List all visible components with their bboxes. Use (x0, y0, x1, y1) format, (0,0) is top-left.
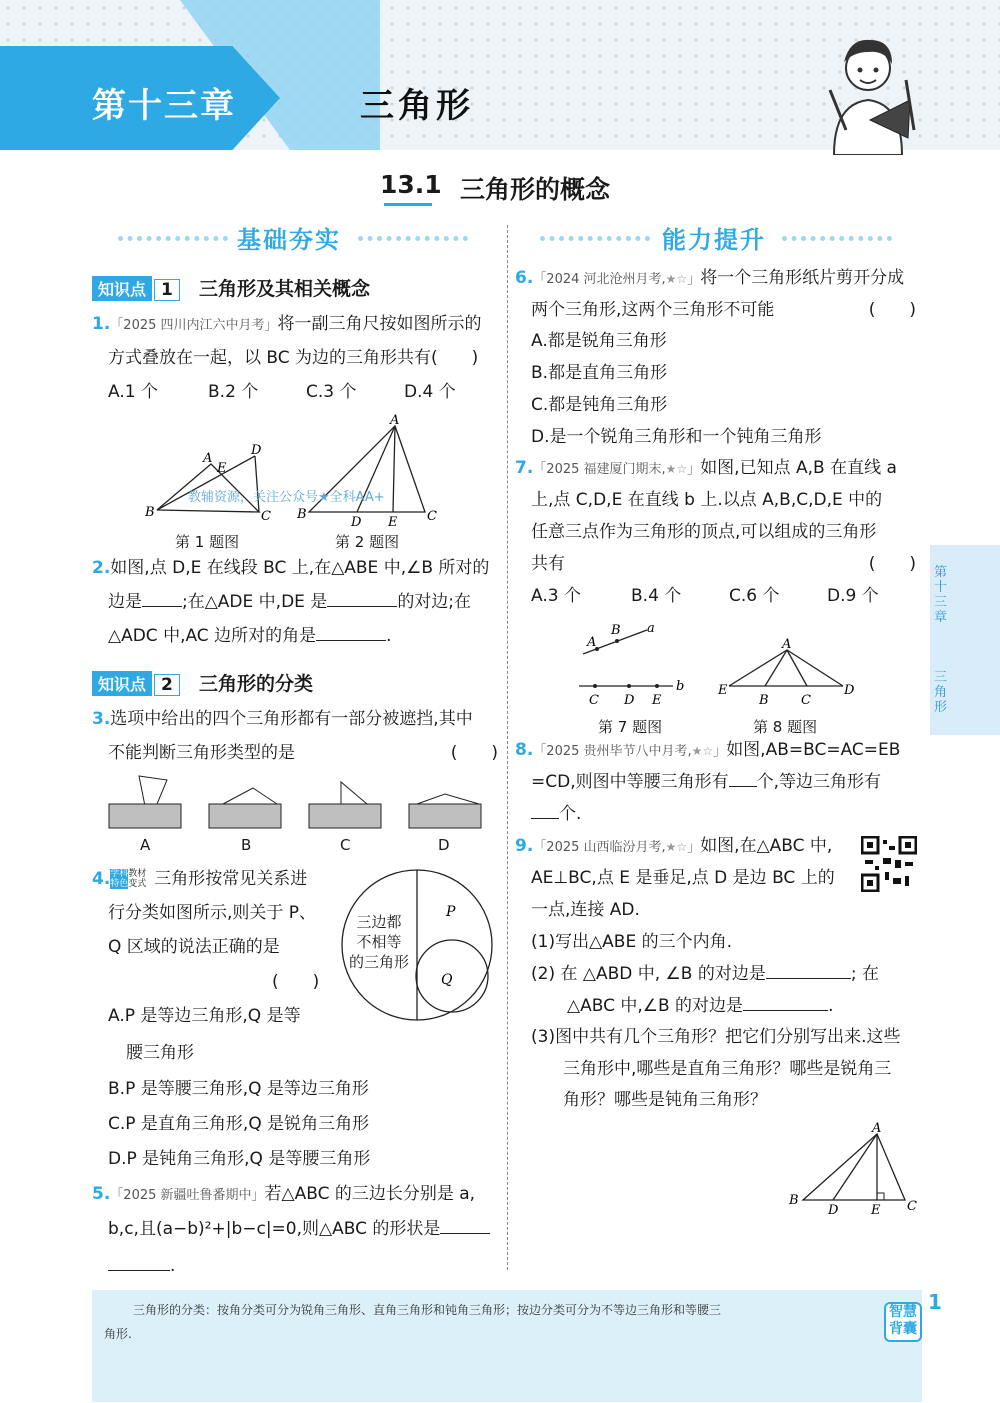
heading-dots (118, 236, 228, 241)
q5-line1: 5.「2025 新疆吐鲁番期中」若△ABC 的三边长分别是 a, (92, 1184, 476, 1204)
q9-part3-line1: (3)图中共有几个三角形？把它们分别写出来.这些 (531, 1027, 901, 1047)
q4-option-b: B.P 是等腰三角形,Q 是等边三角形 (108, 1079, 369, 1099)
chapter-label: 第十三章 (92, 86, 236, 126)
figure-q7 (575, 618, 690, 710)
q7-line1: 7.「2025 福建厦门期末,★☆」如图,已知点 A,B 在直线 a (515, 458, 897, 478)
q8-line1: 8.「2025 贵州毕节八中月考,★☆」如图,AB=BC=AC=EB (515, 740, 901, 760)
q9-part2-line1: (2) 在 △ABD 中, ∠B 的对边是 ; 在 (531, 964, 880, 984)
right-heading: 能力提升 (662, 226, 766, 254)
q4-option-c: C.P 是直角三角形,Q 是锐角三角形 (108, 1114, 370, 1134)
section-title: 三角形的概念 (460, 175, 611, 204)
q9-line1: 9.「2025 山西临汾月考,★☆」如图,在△ABC 中, (515, 836, 833, 856)
svg-text:B: B (759, 693, 769, 708)
q3-label-a: A (140, 836, 151, 854)
q9-part3-line2: 三角形中,哪些是直角三角形？哪些是锐角三 (563, 1059, 892, 1079)
svg-text:A: A (872, 1121, 882, 1136)
q8-line2: =CD,则图中等腰三角形有 个,等边三角形有 (531, 772, 882, 792)
q3-line2: 不能判断三角形类型的是 ( ) (108, 743, 498, 763)
heading-dots (540, 236, 650, 241)
svg-text:b: b (676, 679, 685, 694)
svg-text:E: E (871, 1203, 881, 1218)
q7-options: A.3 个 B.4 个 C.6 个 D.9 个 (531, 586, 879, 606)
svg-text:D: D (351, 515, 362, 528)
q4-circle-text: 三边都 不相等 的三角形 (348, 913, 409, 971)
svg-text:C: C (589, 693, 599, 708)
svg-text:E: E (388, 515, 398, 528)
svg-text:C: C (261, 509, 271, 524)
q6-option-d: D.是一个锐角三角形和一个钝角三角形 (531, 427, 822, 447)
fig1-caption: 第 1 题图 (175, 533, 240, 551)
svg-text:Q: Q (441, 972, 453, 988)
svg-text:A: A (782, 637, 792, 652)
kp1-title: 三角形及其相关概念 (199, 278, 371, 300)
section-number: 13.1 (380, 170, 442, 199)
q4-line3: Q 区域的说法正确的是 (108, 937, 280, 957)
q4-option-d: D.P 是钝角三角形,Q 是等腰三角形 (108, 1149, 371, 1169)
svg-text:a: a (647, 621, 655, 636)
q4-line2: 行分类如图所示,则关于 P、 (108, 903, 317, 923)
kp1-badge: 知识点 1 (92, 276, 180, 301)
side-topic: 三角形 (934, 670, 948, 715)
q4-line1: 4.学科特色教材变式 三角形按常见关系进 (92, 869, 308, 889)
svg-text:D: D (828, 1203, 839, 1218)
q9-part3-line3: 角形？哪些是钝角三角形？ (563, 1090, 767, 1110)
svg-text:E: E (718, 683, 728, 698)
svg-text:B: B (611, 623, 621, 638)
q6-option-b: B.都是直角三角形 (531, 363, 668, 383)
svg-text:A: A (587, 635, 597, 650)
svg-text:D: D (624, 693, 635, 708)
heading-dots (358, 236, 468, 241)
q6-line2: 两个三角形,这两个三角形不可能 ( ) (531, 300, 916, 320)
svg-text:P: P (446, 904, 456, 920)
left-heading: 基础夯实 (237, 226, 341, 254)
q8-line3: 个. (531, 798, 731, 831)
q3-label-c: C (340, 836, 351, 854)
student-illustration (810, 20, 930, 155)
q3-line1: 3.选项中给出的四个三角形都有一部分被遮挡,其中 (92, 709, 473, 729)
q9-line3: 一点,连接 AD. (531, 900, 640, 920)
q6-option-c: C.都是钝角三角形 (531, 395, 668, 415)
q1-options: A.1 个 B.2 个 C.3 个 D.4 个 (108, 382, 456, 402)
qr-code-icon[interactable] (861, 836, 917, 892)
chapter-title: 三角形 (360, 86, 474, 126)
watermark: 教辅资源，关注公众号★全科AA+ (188, 490, 385, 505)
section-underline (384, 203, 432, 206)
q4-paren: ( ) (272, 972, 320, 992)
q9-part1: (1)写出△ABE 的三个内角. (531, 932, 732, 952)
svg-text:A: A (203, 451, 213, 466)
q4-option-a-cont: 腰三角形 (126, 1043, 194, 1063)
q2-line1: 2.如图,点 D,E 在线段 BC 上,在△ABE 中,∠B 所对的 (92, 558, 490, 578)
q1-line1: 1.「2025 四川内江六中月考」将一副三角尺按如图所示的 (92, 314, 482, 334)
svg-text:B: B (297, 507, 307, 522)
q7-line2: 上,点 C,D,E 在直线 b 上.以点 A,B,C,D,E 中的 (531, 490, 883, 510)
q6-option-a: A.都是锐角三角形 (531, 331, 667, 351)
svg-text:E: E (652, 693, 662, 708)
q9-part2-line2: △ABC 中,∠B 的对边是 . (567, 996, 834, 1016)
q3-label-d: D (438, 836, 450, 854)
figure-q1 (145, 438, 275, 528)
q2-line2: 边是 ;在△ADE 中,DE 是 的对边;在 (108, 592, 472, 612)
figure-q2 (295, 412, 445, 528)
figure-q9 (785, 1118, 920, 1218)
q7-line3: 任意三点作为三角形的顶点,可以组成的三角形 (531, 522, 877, 542)
svg-text:E: E (217, 461, 227, 476)
page-number: 1 (928, 1290, 942, 1314)
fig7-caption: 第 7 题图 (598, 718, 663, 736)
svg-text:B: B (789, 1193, 799, 1208)
q1-line2: 方式叠放在一起，以 BC 为边的三角形共有( ) (108, 348, 479, 368)
footer-badge: 智慧背囊 (884, 1302, 922, 1342)
svg-text:A: A (390, 413, 400, 428)
footer-tip: 三角形的分类：按角分类可分为锐角三角形、直角三角形和钝角三角形；按边分类可分为不等边三角形和等腰三 (133, 1303, 722, 1317)
figure-q8 (715, 636, 860, 710)
q5-line2: b,c,且(a−b)²+|b−c|=0,则△ABC 的形状是 (108, 1213, 508, 1246)
q9-line2: AE⊥BC,点 E 是垂足,点 D 是边 BC 上的 (531, 868, 835, 888)
svg-text:C: C (427, 509, 437, 524)
footer-tip-cont: 角形. (104, 1327, 132, 1341)
q5-line3: . (108, 1250, 308, 1283)
fig2-caption: 第 2 题图 (335, 533, 400, 551)
kp2-title: 三角形的分类 (199, 673, 314, 695)
side-chapter: 第十三章 (934, 565, 948, 625)
q4-option-a: A.P 是等边三角形,Q 是等 (108, 1006, 301, 1026)
q2-line3: △ADC 中,AC 边所对的角是 . (108, 626, 392, 646)
svg-text:C: C (907, 1199, 917, 1214)
heading-dots (782, 236, 892, 241)
fig8-caption: 第 8 题图 (753, 718, 818, 736)
q7-line4: 共有 ( ) (531, 554, 916, 574)
svg-text:C: C (801, 693, 811, 708)
svg-text:B: B (145, 505, 155, 520)
kp2-badge: 知识点 2 (92, 671, 180, 696)
figure-q3 (105, 774, 495, 830)
svg-text:D: D (251, 443, 262, 458)
svg-text:D: D (844, 683, 855, 698)
q6-line1: 6.「2024 河北沧州月考,★☆」将一个三角形纸片剪开分成 (515, 268, 905, 288)
q3-label-b: B (241, 836, 252, 854)
